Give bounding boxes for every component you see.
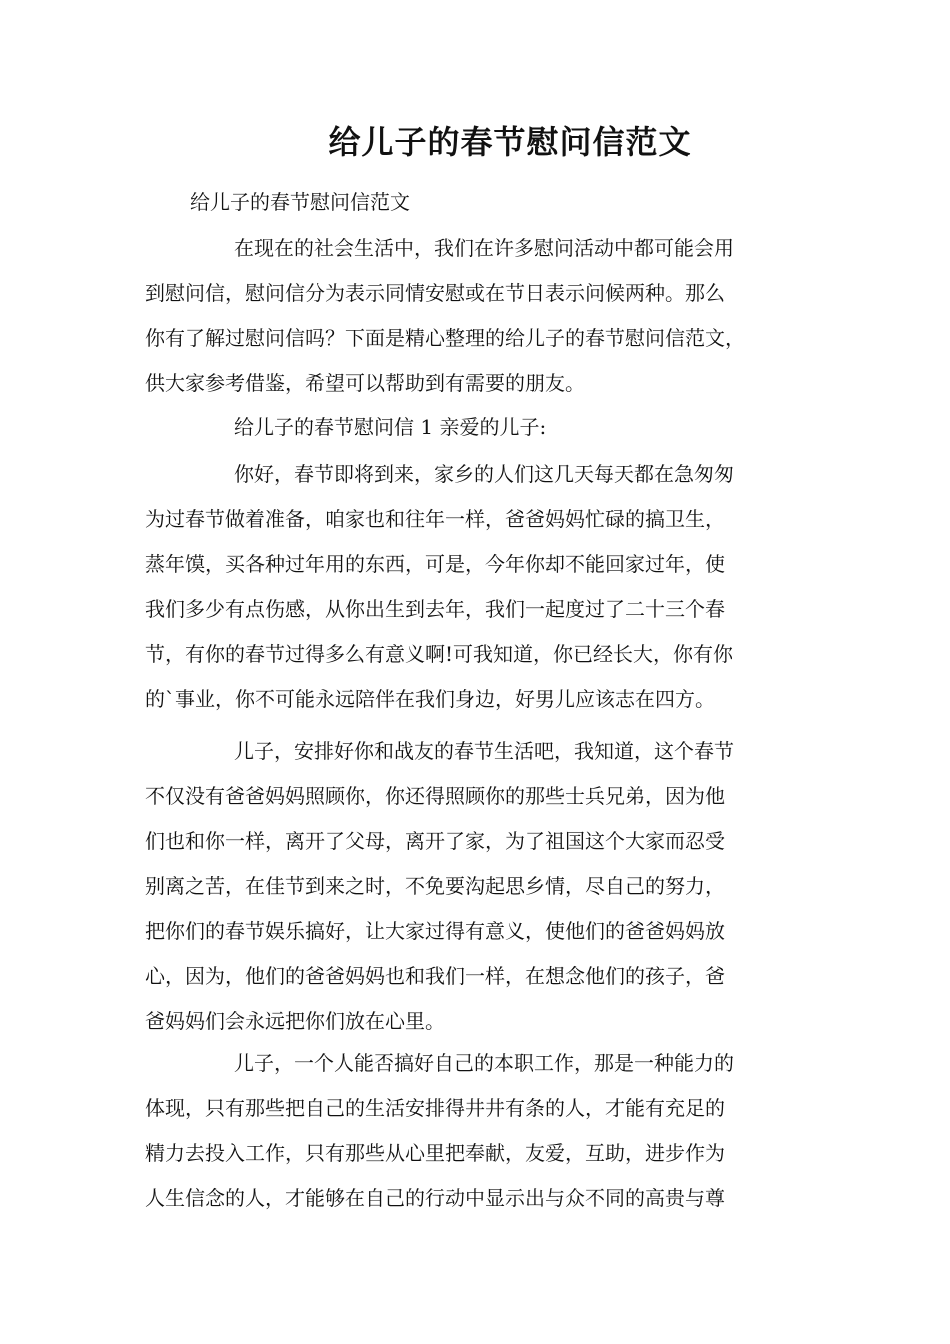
letter-heading: 给儿子的春节慰问信 1 亲爱的儿子: <box>234 415 547 439</box>
paragraph-line: 的`事业，你不可能永远陪伴在我们身边，好男儿应该志在四方。 <box>145 687 715 711</box>
paragraph-line: 节，有你的春节过得多么有意义啊!可我知道，你已经长大，你有你 <box>145 642 734 666</box>
letter-paragraph-3 <box>145 1041 830 1221</box>
letter-paragraph-2 <box>145 729 830 1044</box>
document-subtitle: 给儿子的春节慰问信范文 <box>190 190 410 214</box>
paragraph-line: 我们多少有点伤感，从你出生到去年，我们一起度过了二十三个春 <box>145 597 725 621</box>
paragraph-line: 心，因为，他们的爸爸妈妈也和我们一样，在想念他们的孩子，爸 <box>145 964 725 988</box>
paragraph-line: 供大家参考借鉴，希望可以帮助到有需要的朋友。 <box>145 371 585 395</box>
paragraph-line: 不仅没有爸爸妈妈照顾你，你还得照顾你的那些士兵兄弟，因为他 <box>145 784 725 808</box>
paragraph-line: 别离之苦，在佳节到来之时，不免要沟起思乡情，尽自己的努力， <box>145 874 725 898</box>
paragraph-line: 儿子，安排好你和战友的春节生活吧，我知道，这个春节 <box>234 739 734 763</box>
paragraph-line: 们也和你一样，离开了父母，离开了家，为了祖国这个大家而忍受 <box>145 829 725 853</box>
paragraph-line: 人生信念的人，才能够在自己的行动中显示出与众不同的高贵与尊 <box>145 1186 725 1210</box>
paragraph-line: 精力去投入工作，只有那些从心里把奉献，友爱，互助，进步作为 <box>145 1141 725 1165</box>
paragraph-line: 蒸年馍，买各种过年用的东西，可是，今年你却不能回家过年，使 <box>145 552 725 576</box>
paragraph-line: 为过春节做着准备，咱家也和往年一样，爸爸妈妈忙碌的搞卫生， <box>145 507 725 531</box>
paragraph-line: 体现，只有那些把自己的生活安排得井井有条的人，才能有充足的 <box>145 1096 725 1120</box>
paragraph-line: 在现在的社会生活中，我们在许多慰问活动中都可能会用 <box>234 236 734 260</box>
paragraph-line: 你好，春节即将到来，家乡的人们这几天每天都在急匆匆 <box>234 462 734 486</box>
letter-paragraph-1 <box>145 452 830 722</box>
paragraph-line: 儿子，一个人能否搞好自己的本职工作，那是一种能力的 <box>234 1051 734 1075</box>
paragraph-line: 你有了解过慰问信吗？下面是精心整理的给儿子的春节慰问信范文， <box>145 326 745 350</box>
paragraph-line: 到慰问信，慰问信分为表示同情安慰或在节日表示问候两种。那么 <box>145 281 725 305</box>
intro-paragraph <box>145 226 830 406</box>
document-title: 给儿子的春节慰问信范文 <box>328 123 692 161</box>
paragraph-line: 爸妈妈们会永远把你们放在心里。 <box>145 1009 445 1033</box>
paragraph-line: 把你们的春节娱乐搞好，让大家过得有意义，使他们的爸爸妈妈放 <box>145 919 725 943</box>
